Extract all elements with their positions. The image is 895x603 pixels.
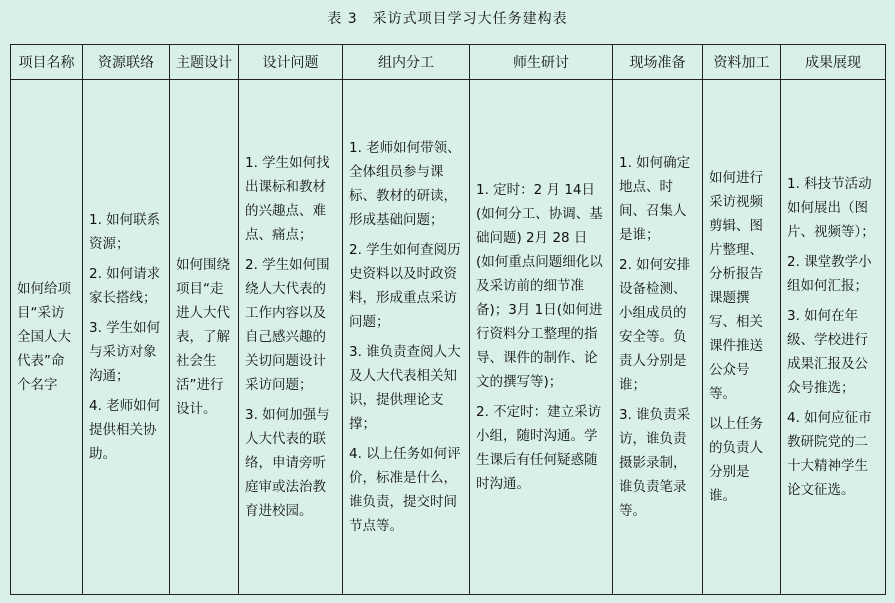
cell-text: 2. 如何请求家长搭线； (89, 266, 161, 306)
project-name-cell (11, 80, 83, 595)
header-cell: 组内分工 (343, 45, 470, 80)
header-cell: 资源联络 (83, 45, 170, 80)
cell-text: 2. 课堂教学小组如何汇报； (787, 254, 872, 294)
resource-contact-cell (83, 80, 170, 595)
cell-text: 如何进行采访视频剪辑、图片整理、分析报告课题撰写、相关课件推送公众号等。 (709, 170, 763, 402)
header-cell: 资料加工 (703, 45, 781, 80)
cell-text: 3. 学生如何与采访对象沟通； (89, 320, 161, 384)
task-table (10, 44, 886, 595)
cell-text: 如何围绕项目“走进人大代表，了解社会生活”进行设计。 (176, 257, 230, 417)
header-cell: 项目名称 (11, 45, 83, 80)
cell-text: 4. 如何应征市教研院党的二十大精神学生论文征选。 (787, 410, 872, 498)
cell-text: 1. 如何联系资源； (89, 212, 161, 252)
cell-text: 2. 学生如何查阅历史资料以及时政资料，形成重点采访问题； (349, 242, 461, 330)
table-caption: 表 3 采访式项目学习大任务建构表 (327, 11, 568, 27)
cell-text: 1. 定时：2 月 14日(如何分工、协调、基础问题) 2月 28 日 (如何重点问题细化以及采访前的细节准备)；3月 1日(如何进行资料分工整理的指导、课件的制作、论文的撰写等)； (476, 182, 603, 390)
cell-text: 1. 老师如何带领、全体组员参与课标、教材的研读，形成基础问题； (349, 140, 461, 228)
design-questions-cell (239, 80, 343, 595)
content-row (11, 80, 886, 595)
header-cell: 设计问题 (239, 45, 343, 80)
header-row (11, 45, 886, 80)
header-cell: 成果展现 (781, 45, 886, 80)
header-cell: 主题设计 (170, 45, 239, 80)
cell-text: 3. 如何在年级、学校进行成果汇报及公众号推选； (787, 308, 868, 396)
cell-text: 2. 不定时：建立采访小组，随时沟通。学生课后有任何疑惑随时沟通。 (476, 404, 602, 492)
cell-text: 如何给项目“采访全国人大代表”命个名字 (17, 281, 71, 393)
header-cell: 师生研讨 (470, 45, 613, 80)
cell-text: 3. 谁负责采访，谁负责摄影录制，谁负责笔录等。 (619, 407, 691, 519)
teacher-student-discussion-cell (470, 80, 613, 595)
theme-design-cell (170, 80, 239, 595)
cell-text: 2. 学生如何围绕人大代表的工作内容以及自己感兴趣的关切问题设计采访问题； (245, 257, 330, 393)
cell-text: 4. 老师如何提供相关协助。 (89, 398, 161, 462)
group-division-cell (343, 80, 470, 595)
cell-text: 3. 谁负责查阅人大及人大代表相关知识，提供理论支撑； (349, 344, 461, 432)
cell-text: 4. 以上任务如何评价，标准是什么，谁负责，提交时间节点等。 (349, 446, 461, 534)
header-cell: 现场准备 (613, 45, 703, 80)
results-display-cell (781, 80, 886, 595)
cell-text: 1. 学生如何找出课标和教材的兴趣点、难点、痛点； (245, 155, 330, 243)
cell-text: 2. 如何安排设备检测、小组成员的安全等。负责人分别是谁； (619, 257, 691, 393)
cell-text: 1. 科技节活动如何展出（图片、视频等）； (787, 176, 875, 240)
site-preparation-cell (613, 80, 703, 595)
cell-text: 1. 如何确定地点、时间、召集人是谁； (619, 155, 691, 243)
material-processing-cell (703, 80, 781, 595)
cell-text: 以上任务的负责人分别是谁。 (709, 416, 763, 504)
cell-text: 3. 如何加强与人大代表的联络，申请旁听庭审或法治教育进校园。 (245, 407, 330, 519)
